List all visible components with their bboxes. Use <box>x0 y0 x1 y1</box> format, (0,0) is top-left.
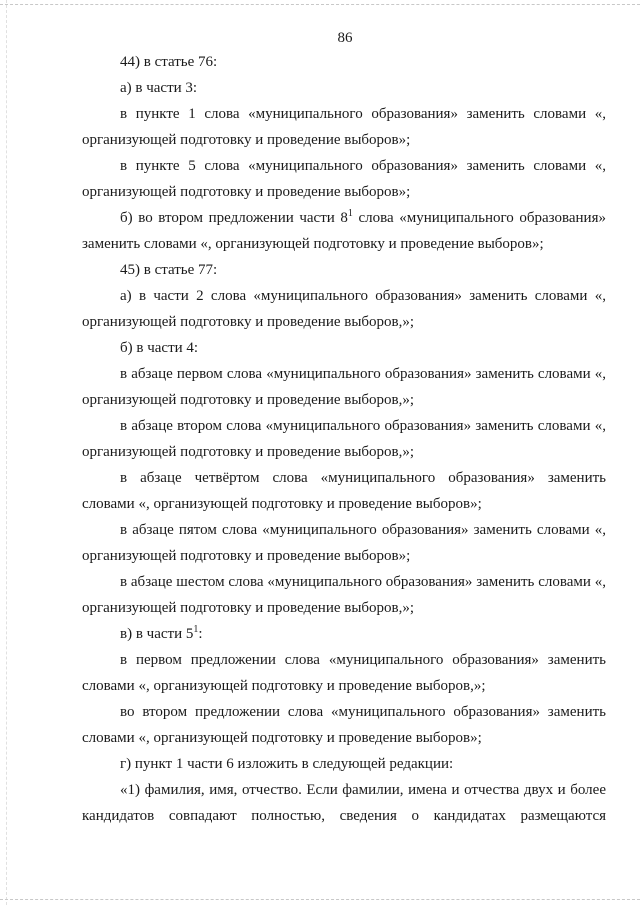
scan-edge-bottom <box>0 899 640 900</box>
paragraph-text: : <box>198 626 203 642</box>
paragraph-text: б) во втором предложении части 8 <box>120 210 348 226</box>
paragraph-abzac-1: в абзаце первом слова «муниципального образования» заменить словами «, организующей подготовку и проведение выборов,»; <box>82 366 606 408</box>
paragraph-part-8-1 <box>82 205 606 257</box>
document-body <box>82 49 606 829</box>
page-number: 86 <box>337 30 353 46</box>
paragraph-first-sentence: в первом предложении слова «муниципального образования» заменить словами «, организующей подготовку и проведение выборов,»; <box>82 652 606 694</box>
paragraph-item-1-text: «1) фамилия, имя, отчество. Если фамилии, имена и отчества двух и более кандидатов совпадают полностью, сведения о кандидатах размещаются <box>82 782 606 824</box>
paragraph-article-77: 45) в статье 77: <box>120 262 218 278</box>
paragraph-part-6: г) пункт 1 части 6 изложить в следующей редакции: <box>120 756 454 772</box>
scan-edge-top <box>0 4 640 5</box>
paragraph-part-3: а) в части 3: <box>120 80 198 96</box>
paragraph-abzac-2: в абзаце втором слова «муниципального образования» заменить словами «, организующей подготовку и проведение выборов,»; <box>82 418 606 460</box>
scan-edge-left <box>6 0 7 905</box>
paragraph-text: в) в части 5 <box>120 626 194 642</box>
paragraph-second-sentence: во втором предложении слова «муниципального образования» заменить словами «, организующей подготовку и проведение выборов»; <box>82 704 606 746</box>
paragraph-abzac-4: в абзаце четвёртом слова «муниципального образования» заменить словами «, организующей подготовку и проведение выборов»; <box>82 470 606 512</box>
paragraph-part-4: б) в части 4: <box>120 340 199 356</box>
paragraph-item-1: в пункте 1 слова «муниципального образования» заменить словами «, организующей подготовку и проведение выборов»; <box>82 106 606 148</box>
paragraph-item-5: в пункте 5 слова «муниципального образования» заменить словами «, организующей подготовку и проведение выборов»; <box>82 158 606 200</box>
paragraph-abzac-5: в абзаце пятом слова «муниципального образования» заменить словами «, организующей подготовку и проведение выборов»; <box>82 522 606 564</box>
paragraph-text: слова «муниципального образования» заменить словами «, организующей подготовку и проведение выборов»; <box>82 210 606 252</box>
paragraph-abzac-6: в абзаце шестом слова «муниципального образования» заменить словами «, организующей подготовку и проведение выборов,»; <box>82 574 606 616</box>
paragraph-part-5-1 <box>82 621 606 647</box>
superscript: 1 <box>193 624 199 635</box>
paragraph-article-76: 44) в статье 76: <box>120 54 218 70</box>
paragraph-part-2: а) в части 2 слова «муниципального образования» заменить словами «, организующей подготовку и проведение выборов,»; <box>82 288 606 330</box>
superscript: 1 <box>347 208 353 219</box>
